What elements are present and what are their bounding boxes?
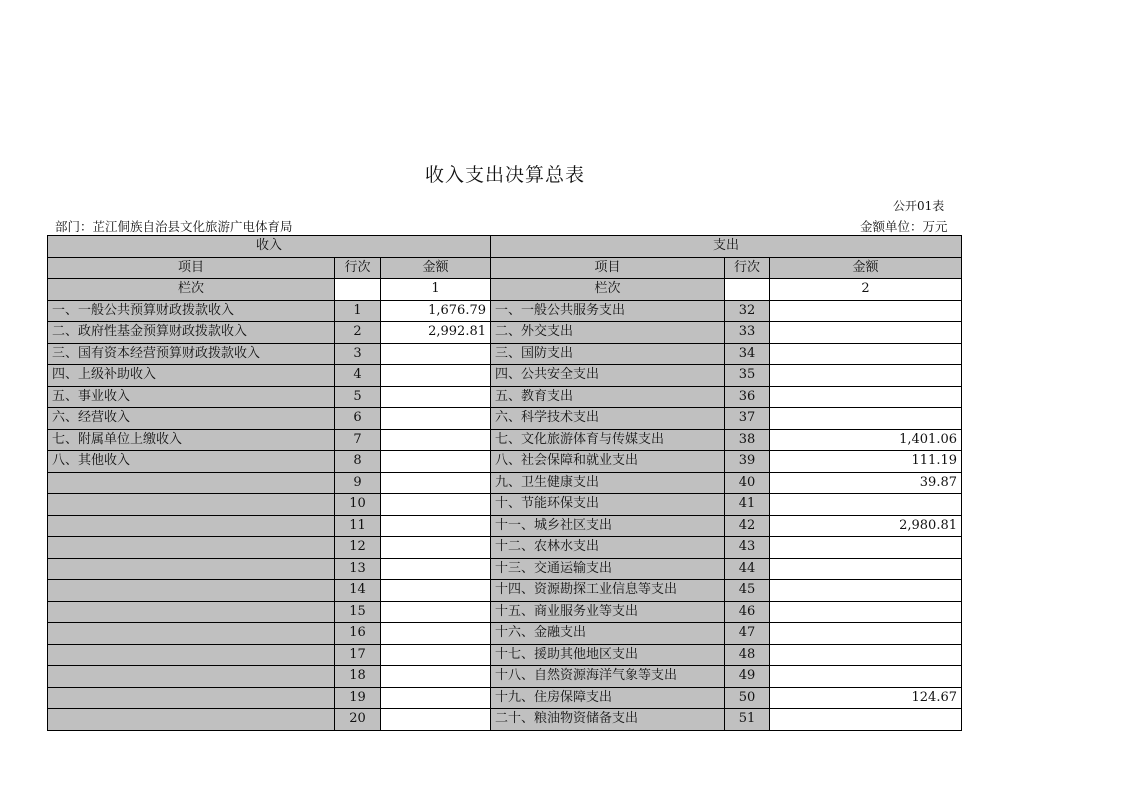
- income-amount-cell: [381, 494, 491, 516]
- income-item-cell: [48, 580, 335, 602]
- income-amount-cell: [381, 709, 491, 731]
- income-expense-table: [47, 235, 962, 731]
- income-line-index-blank: [335, 279, 381, 301]
- expense-line-cell: 32: [725, 300, 770, 322]
- income-item-header: 项目: [48, 257, 335, 279]
- table-row: [48, 515, 962, 537]
- table-row: [48, 580, 962, 602]
- expense-item-cell: 九、卫生健康支出: [491, 472, 725, 494]
- income-line-cell: 20: [335, 709, 381, 731]
- table-row: [48, 558, 962, 580]
- expense-amount-index: 2: [770, 279, 962, 301]
- expense-item-cell: 七、文化旅游体育与传媒支出: [491, 429, 725, 451]
- income-line-cell: 16: [335, 623, 381, 645]
- table-row: [48, 386, 962, 408]
- income-line-cell: 17: [335, 644, 381, 666]
- income-amount-cell: [381, 365, 491, 387]
- expense-amount-cell: [770, 558, 962, 580]
- expense-amount-cell: [770, 322, 962, 344]
- expense-item-cell: 二十、粮油物资储备支出: [491, 709, 725, 731]
- income-amount-cell: [381, 429, 491, 451]
- income-item-cell: [48, 558, 335, 580]
- income-line-cell: 14: [335, 580, 381, 602]
- income-line-cell: 6: [335, 408, 381, 430]
- income-item-cell: [48, 537, 335, 559]
- expense-line-cell: 38: [725, 429, 770, 451]
- table-row: [48, 666, 962, 688]
- expense-item-cell: 十二、农林水支出: [491, 537, 725, 559]
- income-item-cell: 四、上级补助收入: [48, 365, 335, 387]
- expense-item-cell: 二、外交支出: [491, 322, 725, 344]
- income-amount-cell: [381, 580, 491, 602]
- expense-item-cell: 十八、自然资源海洋气象等支出: [491, 666, 725, 688]
- expense-line-cell: 36: [725, 386, 770, 408]
- header-row-sections: [48, 236, 962, 258]
- expense-line-cell: 41: [725, 494, 770, 516]
- expense-amount-cell: 111.19: [770, 451, 962, 473]
- income-amount-cell: [381, 408, 491, 430]
- income-amount-cell: [381, 537, 491, 559]
- expense-line-cell: 45: [725, 580, 770, 602]
- expense-amount-cell: [770, 365, 962, 387]
- income-amount-header: 金额: [381, 257, 491, 279]
- income-item-cell: [48, 472, 335, 494]
- income-item-cell: 六、经营收入: [48, 408, 335, 430]
- expense-line-cell: 39: [725, 451, 770, 473]
- table-row: [48, 623, 962, 645]
- income-amount-cell: [381, 666, 491, 688]
- income-line-cell: 3: [335, 343, 381, 365]
- expense-amount-cell: [770, 601, 962, 623]
- expense-amount-cell: [770, 343, 962, 365]
- income-amount-cell: [381, 558, 491, 580]
- expense-amount-cell: [770, 494, 962, 516]
- expense-item-cell: 十一、城乡社区支出: [491, 515, 725, 537]
- income-amount-cell: [381, 601, 491, 623]
- expense-line-cell: 43: [725, 537, 770, 559]
- expense-amount-cell: [770, 644, 962, 666]
- income-line-cell: 4: [335, 365, 381, 387]
- income-amount-cell: [381, 623, 491, 645]
- expense-item-cell: 十四、资源勘探工业信息等支出: [491, 580, 725, 602]
- expense-amount-header: 金额: [770, 257, 962, 279]
- expense-item-cell: 五、教育支出: [491, 386, 725, 408]
- income-line-cell: 18: [335, 666, 381, 688]
- expense-line-cell: 42: [725, 515, 770, 537]
- expense-line-header: 行次: [725, 257, 770, 279]
- expense-line-cell: 51: [725, 709, 770, 731]
- expense-line-cell: 48: [725, 644, 770, 666]
- table-row: [48, 687, 962, 709]
- table-row: [48, 451, 962, 473]
- expense-amount-cell: 124.67: [770, 687, 962, 709]
- table-row: [48, 429, 962, 451]
- expense-item-header: 项目: [491, 257, 725, 279]
- expense-amount-cell: 2,980.81: [770, 515, 962, 537]
- income-item-cell: [48, 687, 335, 709]
- income-item-cell: [48, 515, 335, 537]
- income-line-header: 行次: [335, 257, 381, 279]
- expense-column-label: 栏次: [491, 279, 725, 301]
- expense-item-cell: 三、国防支出: [491, 343, 725, 365]
- income-line-cell: 7: [335, 429, 381, 451]
- income-line-cell: 13: [335, 558, 381, 580]
- amount-unit-label: 金额单位：万元: [860, 219, 948, 234]
- expense-line-cell: 34: [725, 343, 770, 365]
- expense-item-cell: 十五、商业服务业等支出: [491, 601, 725, 623]
- expense-amount-cell: [770, 537, 962, 559]
- expense-item-cell: 十三、交通运输支出: [491, 558, 725, 580]
- income-line-cell: 11: [335, 515, 381, 537]
- expense-amount-cell: [770, 709, 962, 731]
- expense-item-cell: 六、科学技术支出: [491, 408, 725, 430]
- income-line-cell: 15: [335, 601, 381, 623]
- expense-line-cell: 46: [725, 601, 770, 623]
- expense-item-cell: 四、公共安全支出: [491, 365, 725, 387]
- income-amount-cell: 1,676.79: [381, 300, 491, 322]
- expense-item-cell: 一、一般公共服务支出: [491, 300, 725, 322]
- table-title: 收入支出决算总表: [424, 164, 585, 186]
- income-amount-cell: [381, 515, 491, 537]
- table-row: [48, 709, 962, 731]
- expense-amount-cell: [770, 386, 962, 408]
- expense-item-cell: 八、社会保障和就业支出: [491, 451, 725, 473]
- expense-line-cell: 37: [725, 408, 770, 430]
- table-row: [48, 472, 962, 494]
- table-row: [48, 300, 962, 322]
- expense-line-index-blank: [725, 279, 770, 301]
- expense-amount-cell: [770, 666, 962, 688]
- expense-item-cell: 十、节能环保支出: [491, 494, 725, 516]
- income-amount-cell: 2,992.81: [381, 322, 491, 344]
- expense-item-cell: 十九、住房保障支出: [491, 687, 725, 709]
- income-item-cell: 八、其他收入: [48, 451, 335, 473]
- expense-line-cell: 50: [725, 687, 770, 709]
- income-item-cell: 三、国有资本经营预算财政拨款收入: [48, 343, 335, 365]
- income-item-cell: [48, 666, 335, 688]
- income-amount-cell: [381, 472, 491, 494]
- income-line-cell: 8: [335, 451, 381, 473]
- income-line-cell: 5: [335, 386, 381, 408]
- income-item-cell: [48, 709, 335, 731]
- expense-amount-cell: [770, 300, 962, 322]
- table-row: [48, 494, 962, 516]
- expense-line-cell: 44: [725, 558, 770, 580]
- department-label: 部门：芷江侗族自治县文化旅游广电体育局: [55, 219, 293, 234]
- income-line-cell: 12: [335, 537, 381, 559]
- income-item-cell: [48, 623, 335, 645]
- expense-amount-cell: [770, 408, 962, 430]
- expense-section-header: 支出: [491, 236, 962, 258]
- expense-line-cell: 35: [725, 365, 770, 387]
- header-row-columns: [48, 257, 962, 279]
- expense-line-cell: 47: [725, 623, 770, 645]
- table-row: [48, 537, 962, 559]
- income-line-cell: 9: [335, 472, 381, 494]
- expense-line-cell: 49: [725, 666, 770, 688]
- income-amount-cell: [381, 451, 491, 473]
- table-row: [48, 322, 962, 344]
- income-amount-cell: [381, 343, 491, 365]
- form-code: 公开01表: [893, 199, 945, 213]
- income-item-cell: 二、政府性基金预算财政拨款收入: [48, 322, 335, 344]
- income-line-cell: 2: [335, 322, 381, 344]
- expense-line-cell: 33: [725, 322, 770, 344]
- income-item-cell: [48, 644, 335, 666]
- income-column-label: 栏次: [48, 279, 335, 301]
- income-amount-cell: [381, 687, 491, 709]
- table-row: [48, 343, 962, 365]
- expense-item-cell: 十七、援助其他地区支出: [491, 644, 725, 666]
- expense-amount-cell: 39.87: [770, 472, 962, 494]
- income-item-cell: 七、附属单位上缴收入: [48, 429, 335, 451]
- expense-line-cell: 40: [725, 472, 770, 494]
- income-amount-cell: [381, 386, 491, 408]
- table-row: [48, 601, 962, 623]
- income-item-cell: 五、事业收入: [48, 386, 335, 408]
- income-item-cell: [48, 494, 335, 516]
- income-line-cell: 1: [335, 300, 381, 322]
- income-amount-index: 1: [381, 279, 491, 301]
- expense-item-cell: 十六、金融支出: [491, 623, 725, 645]
- table-row: [48, 365, 962, 387]
- expense-amount-cell: [770, 580, 962, 602]
- table-row: [48, 644, 962, 666]
- income-section-header: 收入: [48, 236, 491, 258]
- income-item-cell: [48, 601, 335, 623]
- header-row-column-index: [48, 279, 962, 301]
- expense-amount-cell: 1,401.06: [770, 429, 962, 451]
- expense-amount-cell: [770, 623, 962, 645]
- income-amount-cell: [381, 644, 491, 666]
- income-line-cell: 19: [335, 687, 381, 709]
- table-row: [48, 408, 962, 430]
- income-line-cell: 10: [335, 494, 381, 516]
- income-item-cell: 一、一般公共预算财政拨款收入: [48, 300, 335, 322]
